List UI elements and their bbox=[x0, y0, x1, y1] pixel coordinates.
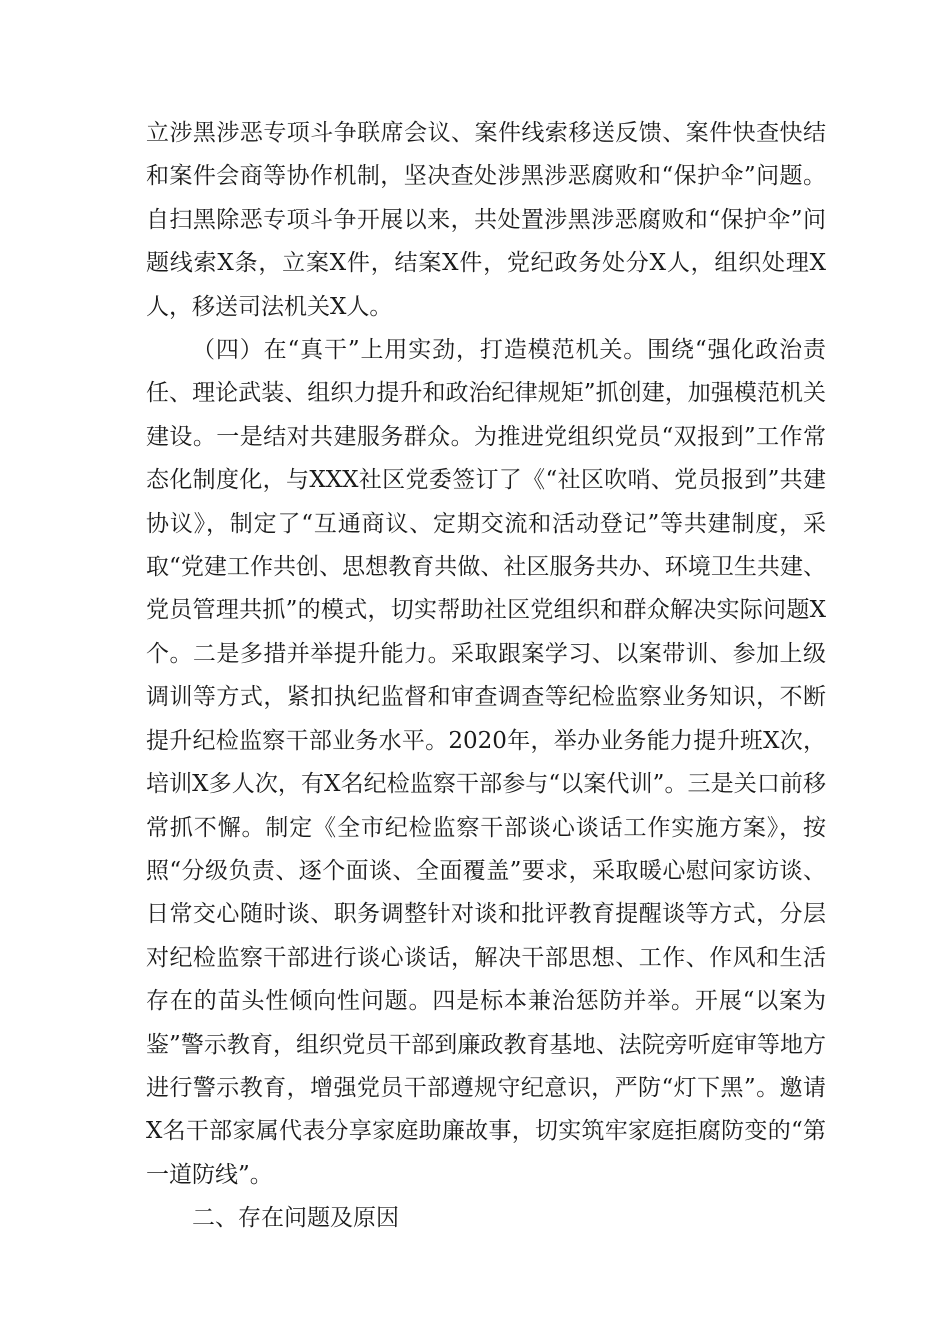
paragraph-continuation: 立涉黑涉恶专项斗争联席会议、案件线索移送反馈、案件快查快结和案件会商等协作机制，坚决查处涉黑涉恶腐败和“保护伞”问题。自扫黑除恶专项斗争开展以来，共处置涉黑涉恶腐败和“保护伞”问题线索X条，立案X件，结案X件，党纪政务处分X人，组织处理X人，移送司法机关X人。 bbox=[146, 120, 826, 320]
paragraph-section-four: （四）在“真干”上用实劲，打造模范机关。围绕“强化政治责任、理论武装、组织力提升和政治纪律规矩”抓创建，加强模范机关建设。一是结对共建服务群众。为推进党组织党员“双报到”工作常态化制度化，与XXX社区党委签订了《“社区吹哨、党员报到”共建协议》，制定了“互通商议、定期交流和活动登记”等共建制度，采取“党建工作共创、思想教育共做、社区服务共办、环境卫生共建、党员管理共抓”的模式，切实帮助社区党组织和群众解决实际问题X个。二是多措并举提升能力。采取跟案学习、以案带训、参加上级调训等方式，紧扣执纪监督和审查调查等纪检监察业务知识，不断提升纪检监察干部业务水平。2020年，举办业务能力提升班X次，培训X多人次，有X名纪检监察干部参与“以案代训”。三是关口前移常抓不懈。制定《全市纪检监察干部谈心谈话工作实施方案》，按照“分级负责、逐个面谈、全面覆盖”要求，采取暖心慰问家访谈、日常交心随时谈、职务调整针对谈和批评教育提醒谈等方式，分层对纪检监察干部进行谈心谈话，解决干部思想、工作、作风和生活存在的苗头性倾向性问题。四是标本兼治惩防并举。开展“以案为鉴”警示教育，组织党员干部到廉政教育基地、法院旁听庭审等地方进行警示教育，增强党员干部遵规守纪意识，严防“灯下黑”。邀请X名干部家属代表分享家庭助廉故事，切实筑牢家庭拒腐防变的“第一道防线”。 bbox=[146, 337, 826, 1188]
section-heading: 二、存在问题及原因 bbox=[192, 1205, 399, 1232]
document-body bbox=[146, 112, 826, 1241]
